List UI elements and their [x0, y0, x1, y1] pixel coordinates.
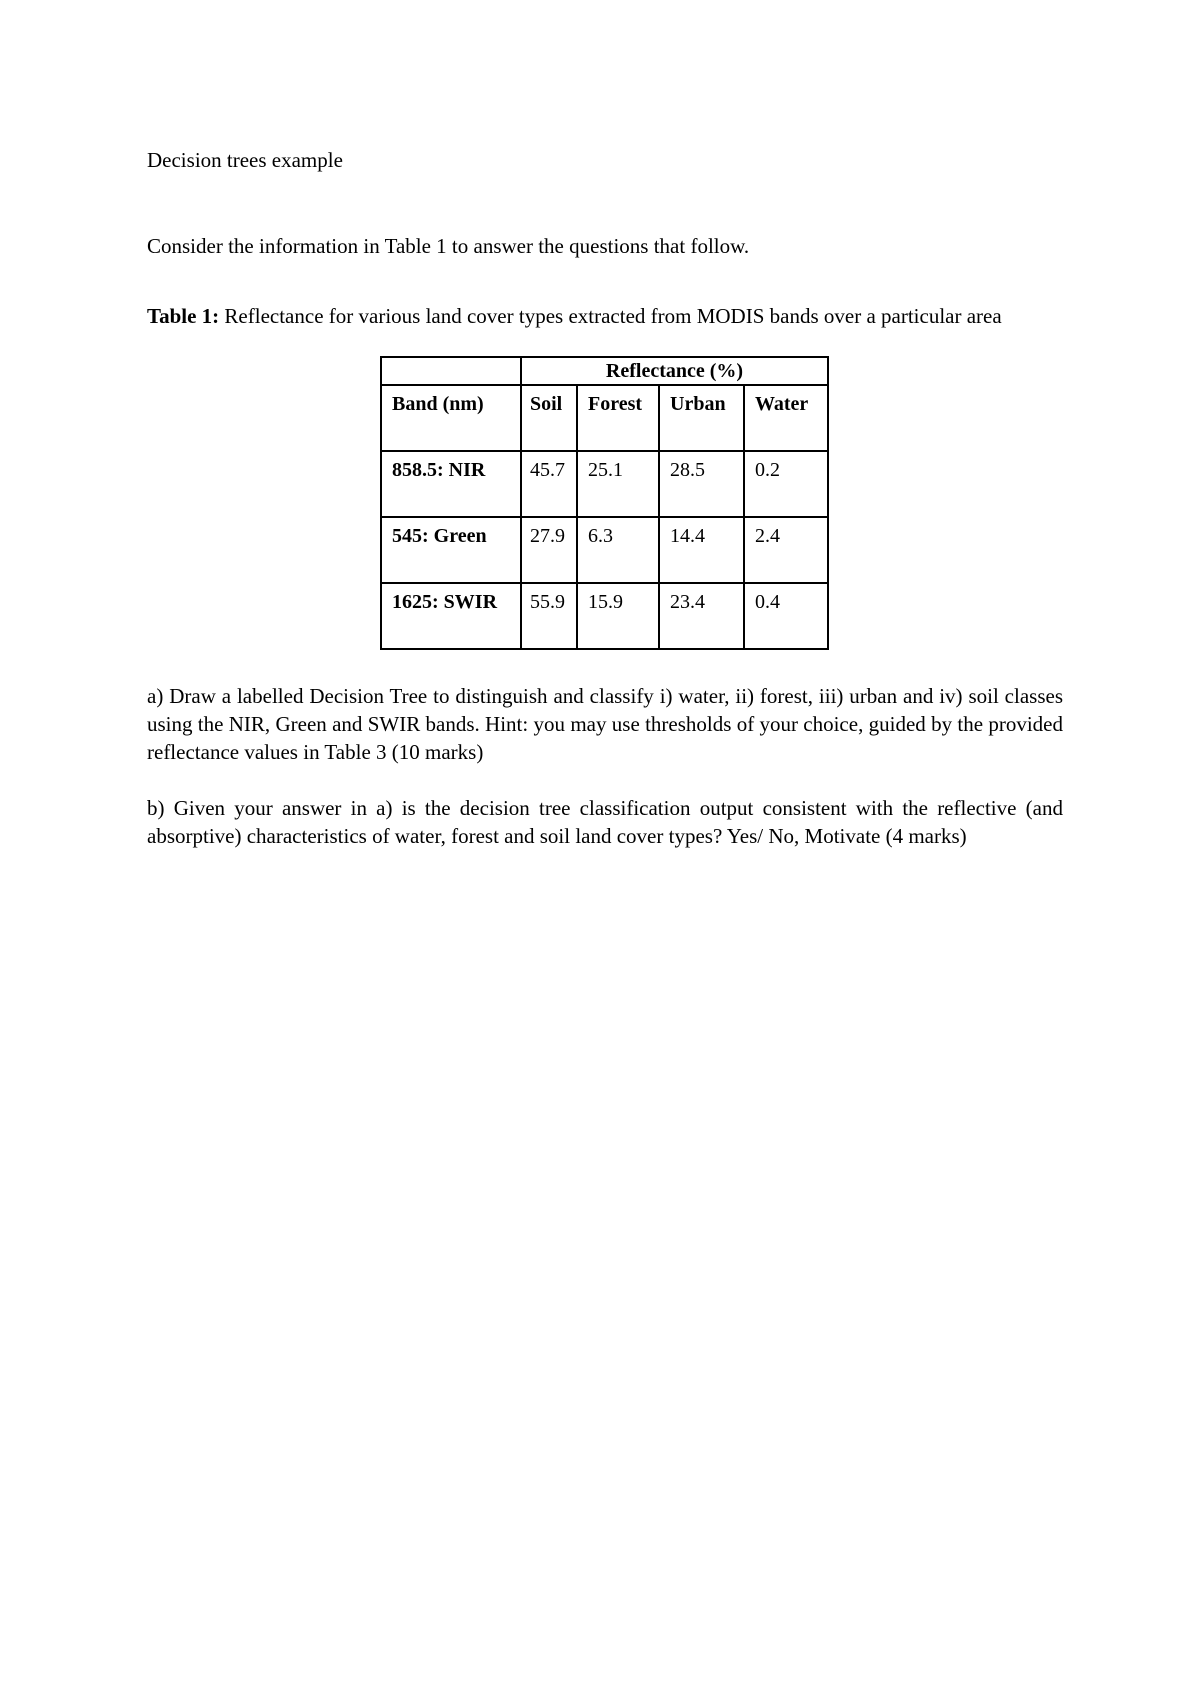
- value-cell-forest: 25.1: [577, 451, 659, 517]
- table-caption-text: Reflectance for various land cover types extracted from MODIS bands over a particular area: [224, 304, 1002, 328]
- document-heading: Decision trees example: [147, 148, 343, 172]
- band-cell: 858.5: NIR: [381, 451, 521, 517]
- band-cell: 1625: SWIR: [381, 583, 521, 649]
- table-row: [381, 517, 828, 583]
- column-header-forest: Forest: [577, 385, 659, 451]
- table-header-row: [381, 385, 828, 451]
- value-cell-urban: 28.5: [659, 451, 744, 517]
- band-column-header: Band (nm): [381, 385, 521, 451]
- table-row: [381, 451, 828, 517]
- table-corner-cell: [381, 357, 521, 385]
- table-group-header-row: [381, 357, 828, 385]
- reflectance-group-header: Reflectance (%): [521, 357, 828, 385]
- question-a: a) Draw a labelled Decision Tree to distinguish and classify i) water, ii) forest, iii) urban and iv) soil classes using the NIR, Green and SWIR bands. Hint: you may use thresholds of your choice, guided by the provided reflectance values in Table 3 (10 marks): [147, 684, 1063, 764]
- value-cell-urban: 23.4: [659, 583, 744, 649]
- question-b: b) Given your answer in a) is the decision tree classification output consistent with the reflective (and absorptive) characteristics of water, forest and soil land cover types? Yes/ No, Motivate (4 marks): [147, 796, 1063, 848]
- column-header-soil: Soil: [521, 385, 577, 451]
- value-cell-urban: 14.4: [659, 517, 744, 583]
- value-cell-soil: 45.7: [521, 451, 577, 517]
- value-cell-water: 0.2: [744, 451, 828, 517]
- value-cell-soil: 55.9: [521, 583, 577, 649]
- reflectance-table: [380, 356, 829, 650]
- value-cell-water: 0.4: [744, 583, 828, 649]
- value-cell-forest: 15.9: [577, 583, 659, 649]
- intro-paragraph: Consider the information in Table 1 to answer the questions that follow.: [147, 234, 750, 258]
- value-cell-soil: 27.9: [521, 517, 577, 583]
- table-caption: [147, 302, 1063, 330]
- band-cell: 545: Green: [381, 517, 521, 583]
- column-header-water: Water: [744, 385, 828, 451]
- column-header-urban: Urban: [659, 385, 744, 451]
- table-caption-label: Table 1:: [147, 304, 220, 328]
- value-cell-water: 2.4: [744, 517, 828, 583]
- table-row: [381, 583, 828, 649]
- value-cell-forest: 6.3: [577, 517, 659, 583]
